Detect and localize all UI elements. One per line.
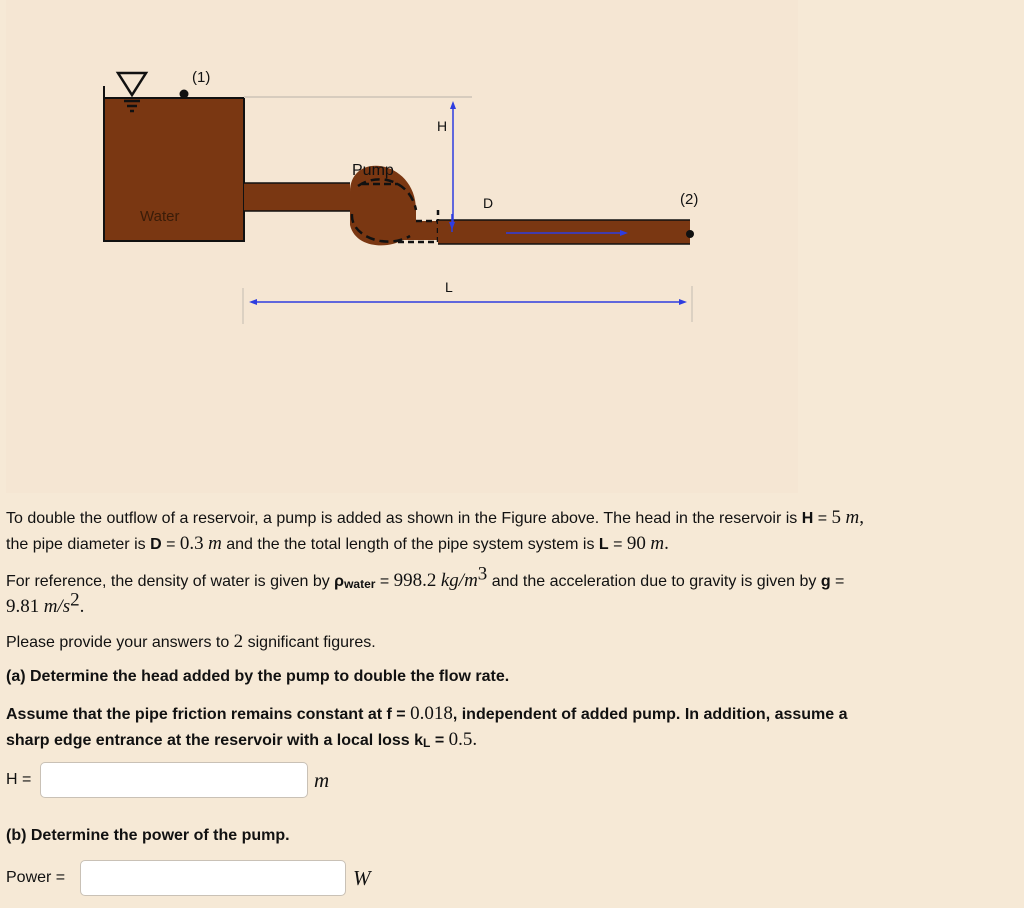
power-answer-input[interactable] — [80, 860, 346, 896]
part-a-heading: (a) Determine the head added by the pump to double the flow rate. — [6, 668, 510, 685]
outlet-pipe — [438, 220, 690, 244]
inlet-pipe — [244, 183, 350, 211]
reference-line-1: For reference, the density of water is given by $\rho_{water} = 998.2$ $kg/m^3$ and the acceleration due to gravity is given by g = — [6, 563, 845, 591]
head-answer-input[interactable] — [40, 762, 308, 798]
length-label: L — [445, 279, 453, 295]
assumption-line-2: sharp edge entrance at the reservoir with a local loss $k_L = 0.5$. — [6, 729, 478, 750]
intro-line-2: the pipe diameter is D = 0.3 m and the the total length of the pipe system system is L = 90 m. — [6, 533, 669, 554]
point1-marker — [180, 90, 189, 99]
power-answer-unit: W — [353, 866, 371, 890]
part-b-heading: (b) Determine the power of the pump. — [6, 827, 290, 844]
sig-figs-note: Please provide your answers to 2 significant figures. — [6, 631, 376, 652]
diameter-label: D — [483, 195, 494, 211]
water-label: Water — [140, 208, 180, 225]
point2-label: (2) — [680, 191, 699, 208]
reference-line-2: 9.81 $m/s^2$. — [6, 589, 85, 617]
power-answer-label: Power = — [6, 869, 66, 886]
head-answer-unit: m — [314, 768, 330, 792]
point1-label: (1) — [192, 69, 211, 86]
head-answer-label: H = — [6, 771, 32, 788]
assumption-line-1: Assume that the pipe friction remains constant at f = 0.018, independent of added pump. In addition, assume a — [6, 703, 848, 724]
point2-marker — [686, 230, 694, 238]
intro-line-1: To double the outflow of a reservoir, a pump is added as shown in the Figure above. The head in the reservoir is H = 5 m, — [6, 507, 864, 528]
pump-label: Pump — [352, 162, 394, 179]
pipe-system-diagram — [6, 0, 798, 493]
head-label: H — [437, 118, 448, 134]
figure-panel — [6, 0, 798, 493]
